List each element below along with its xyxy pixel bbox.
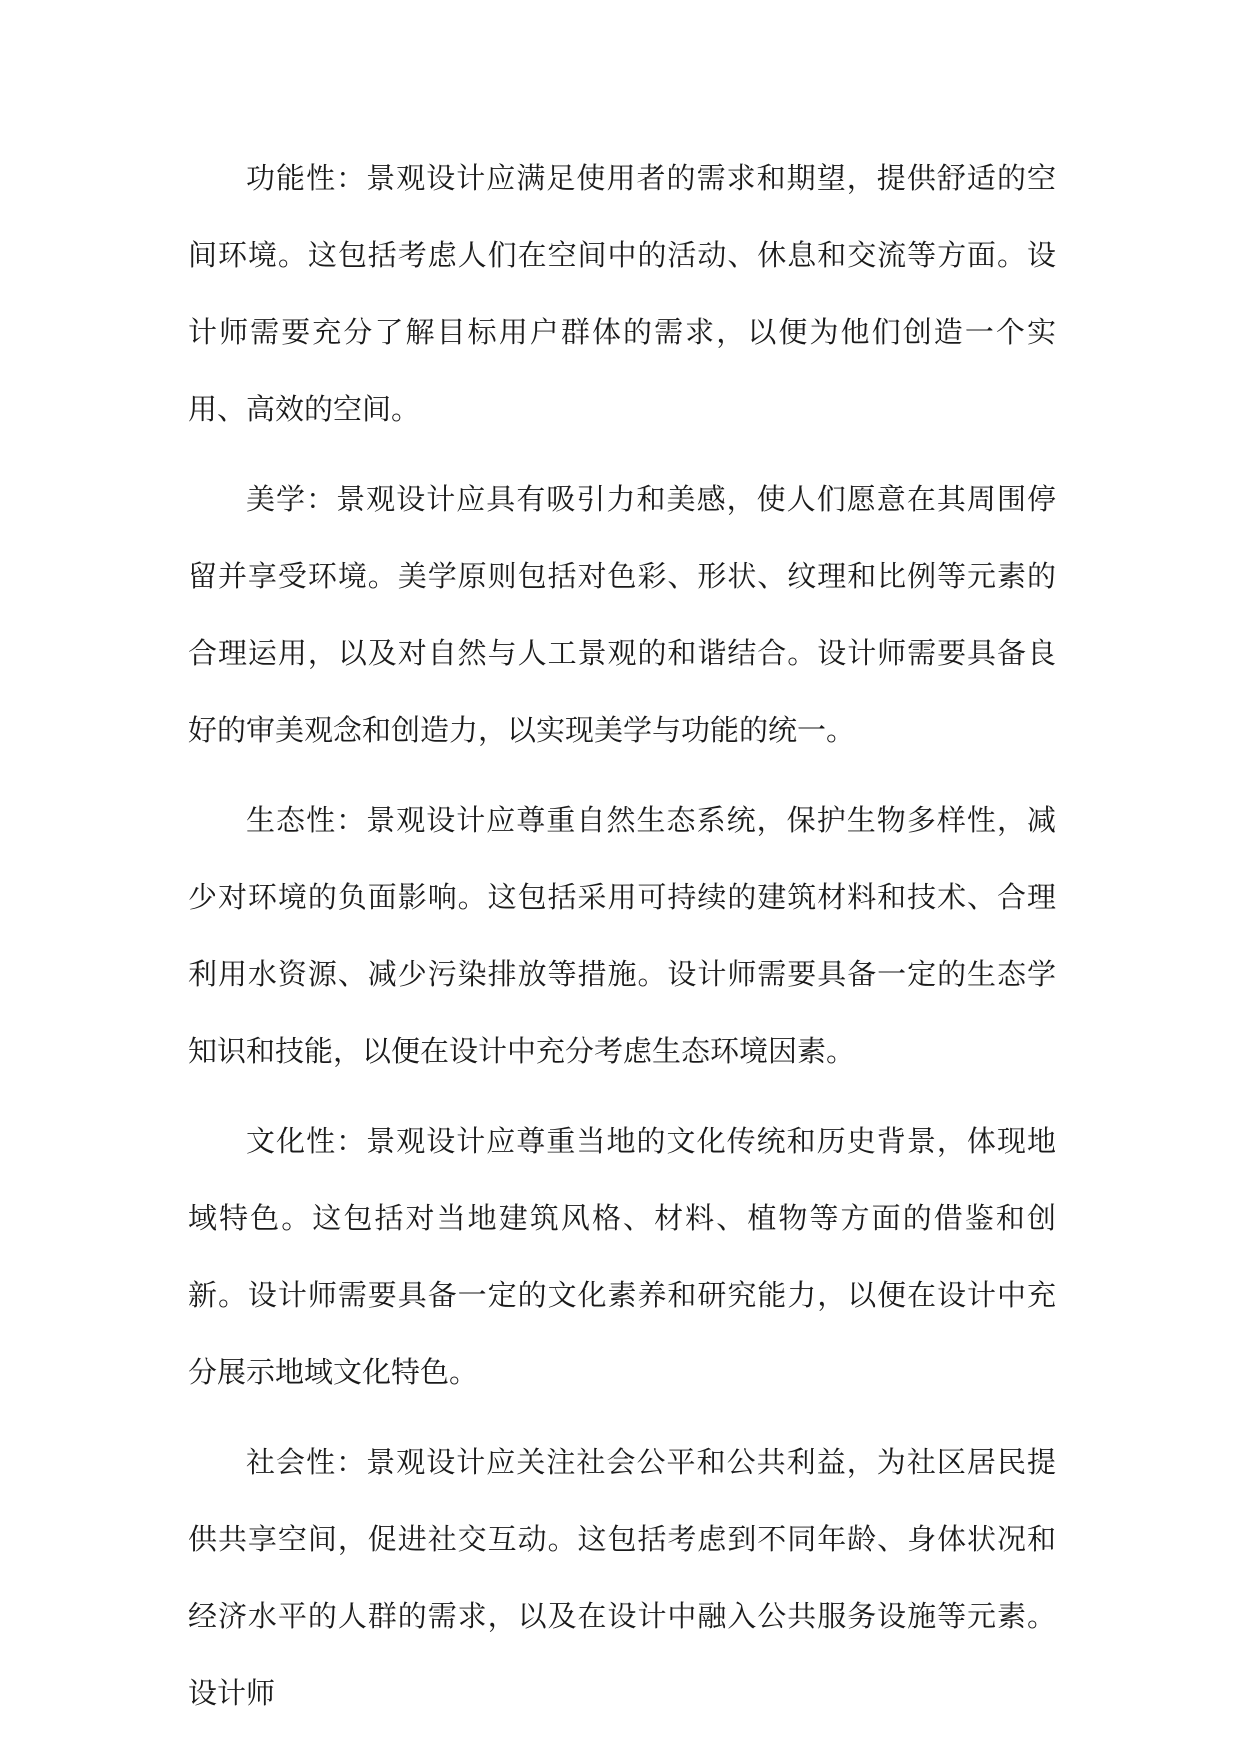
paragraph-functionality: 功能性：景观设计应满足使用者的需求和期望，提供舒适的空间环境。这包括考虑人们在空间中的活动、休息和交流等方面。设计师需要充分了解目标用户群体的需求，以便为他们创造一个实用、高效的空间。 [188,161,1056,426]
paragraph-culture: 文化性：景观设计应尊重当地的文化传统和历史背景，体现地域特色。这包括对当地建筑风格、材料、植物等方面的借鉴和创新。设计师需要具备一定的文化素养和研究能力，以便在设计中充分展示地域文化特色。 [188,1124,1056,1389]
paragraph-ecology: 生态性：景观设计应尊重自然生态系统，保护生物多样性，减少对环境的负面影响。这包括采用可持续的建筑材料和技术、合理利用水资源、减少污染排放等措施。设计师需要具备一定的生态学知识和技能，以便在设计中充分考虑生态环境因素。 [188,803,1056,1068]
paragraph-society: 社会性：景观设计应关注社会公平和公共利益，为社区居民提供共享空间，促进社交互动。这包括考虑到不同年龄、身体状况和经济水平的人群的需求，以及在设计中融入公共服务设施等元素。设计师 [188,1445,1056,1710]
paragraph-aesthetics: 美学：景观设计应具有吸引力和美感，使人们愿意在其周围停留并享受环境。美学原则包括对色彩、形状、纹理和比例等元素的合理运用，以及对自然与人工景观的和谐结合。设计师需要具备良好的审美观念和创造力，以实现美学与功能的统一。 [188,482,1056,747]
document-body [188,140,1056,1745]
